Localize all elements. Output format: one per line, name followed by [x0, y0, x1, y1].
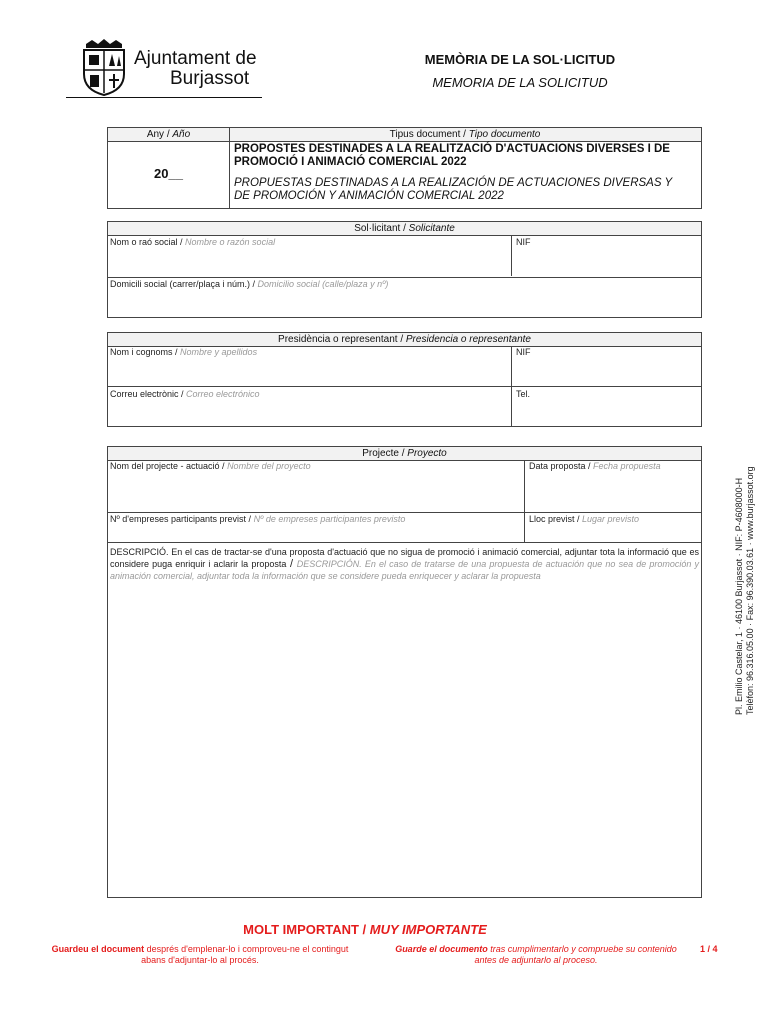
important-notice-title: MOLT IMPORTANT / MUY IMPORTANTE [243, 922, 487, 937]
representant-section [107, 332, 702, 427]
document-type-es: PROPUESTAS DESTINADAS A LA REALIZACIÓN DE ACTUACIONES DIVERSAS Y DE PROMOCIÓN Y ANIMACIÓN COMERCIAL 2022 [234, 177, 672, 202]
solicitant-nif-field[interactable]: NIF [516, 237, 531, 247]
project-date-field[interactable]: Data proposta / Fecha propuesta [529, 461, 661, 471]
logo [66, 38, 266, 102]
footer-notice-es: Guarde el documento tras cumplimentarlo y compruebe su contenido antes de adjuntarlo al proceso. [395, 944, 677, 965]
document-type-table [107, 127, 702, 209]
solicitant-section [107, 221, 702, 318]
representant-name-field[interactable]: Nom i cognoms / Nombre y apellidos [110, 347, 258, 357]
project-description-field[interactable]: DESCRIPCIÓ. En el cas de tractar-se d'una proposta d'actuació que no sigua de promoció i animació comercial, adjuntar tota la informació que es considere puga enriquir i aclarir la proposta / DESCRIPCIÓN. En el caso de tratarse de una propuesta de actuación que no sea de promoción y animación comercial, adjuntar toda la información que se considere pueda enriquecer y aclarar la propuesta [110, 547, 699, 581]
solicitant-header: Sol·licitant / Solicitante [108, 222, 701, 236]
logo-name-line2: Burjassot [170, 68, 250, 89]
side-address-text [734, 435, 756, 715]
representant-header: Presidència o representant / Presidencia o representante [108, 333, 701, 347]
coat-of-arms-icon [78, 38, 130, 96]
projecte-section [107, 446, 702, 898]
solicitant-name-field[interactable]: Nom o raó social / Nombre o razón social [110, 237, 276, 247]
side-address-line2: Telèfon: 96.316.05.00 · Fax: 96.390.03.61 · www.burjassot.org [745, 466, 755, 715]
page-number: 1 / 4 [700, 944, 718, 954]
project-name-field[interactable]: Nom del projecte - actuació / Nombre del proyecto [110, 461, 311, 471]
type-header: Tipus document / Tipo documento [229, 128, 701, 142]
project-companies-field[interactable]: Nº d'empreses participants previst / Nº de empreses participantes previsto [110, 514, 406, 524]
representant-phone-field[interactable]: Tel. [516, 389, 531, 399]
side-address-line1: Pl. Emilio Castelar, 1 · 46100 Burjassot · NIF: P-4608000-H [734, 477, 744, 715]
solicitant-address-field[interactable]: Domicili social (carrer/plaça i núm.) / Domicilio social (calle/plaza y nº) [110, 279, 389, 289]
projecte-header: Projecte / Proyecto [108, 447, 701, 461]
logo-name-line1: Ajuntament de [134, 48, 257, 69]
year-header: Any / Año [108, 128, 229, 142]
representant-nif-field[interactable]: NIF [516, 347, 531, 357]
footer-notice-ca: Guardeu el document després d'emplenar-lo i comproveu-ne el contingut abans d'adjuntar-lo al procés. [51, 944, 349, 965]
document-type-ca: PROPOSTES DESTINADES A LA REALITZACIÓ D'ACTUACIONS DIVERSES I DE PROMOCIÓ I ANIMACIÓ COMERCIAL 2022 [234, 143, 670, 168]
project-place-field[interactable]: Lloc previst / Lugar previsto [529, 514, 640, 524]
page-title: MEMÒRIA DE LA SOL·LICITUD [424, 52, 616, 67]
representant-email-field[interactable]: Correu electrònic / Correo electrónico [110, 389, 260, 399]
year-value: 20__ [154, 166, 183, 181]
page-title-es: MEMORIA DE LA SOLICITUD [432, 75, 608, 90]
logo-underline [66, 97, 262, 98]
